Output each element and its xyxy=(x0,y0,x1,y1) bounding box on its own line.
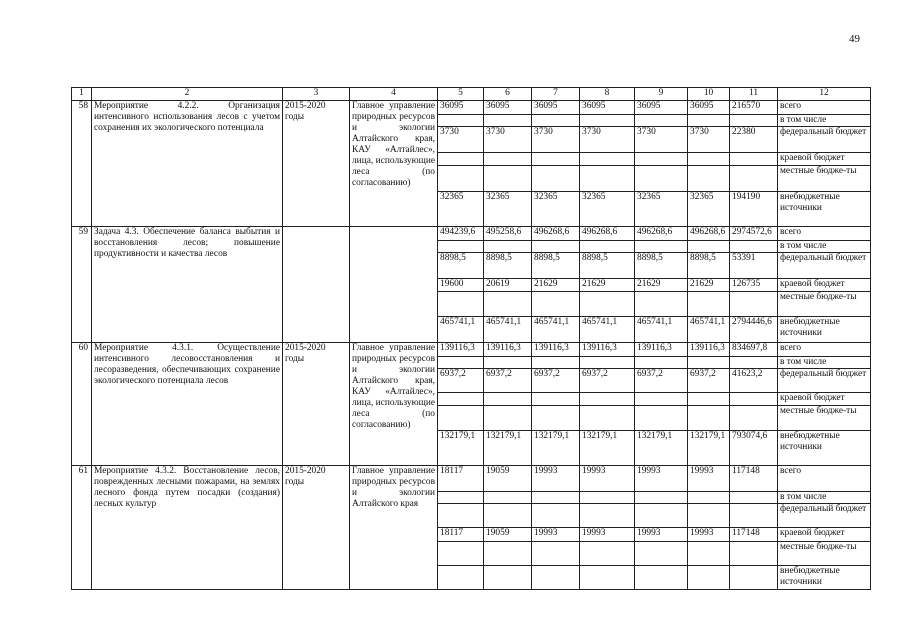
value-cell: 126735 xyxy=(730,279,778,292)
category-label: краевой бюджет xyxy=(778,393,871,406)
category-label: в том числе xyxy=(778,492,871,504)
value-cell: 18117 xyxy=(438,528,484,542)
value-cell: 465741,1 xyxy=(484,317,532,343)
value-cell: 19993 xyxy=(688,528,730,542)
category-label: краевой бюджет xyxy=(778,279,871,292)
col-header: 1 xyxy=(72,88,92,101)
value-cell: 465741,1 xyxy=(532,317,580,343)
value-cell: 139116,3 xyxy=(532,343,580,357)
category-label: местные бюдже-ты xyxy=(778,166,871,192)
value-cell: 496268,6 xyxy=(580,227,635,241)
category-label: федеральный бюджет xyxy=(778,504,871,528)
value-cell: 117148 xyxy=(730,528,778,542)
value-cell: 18117 xyxy=(438,466,484,492)
value-cell: 6937,2 xyxy=(688,369,730,393)
value-cell: 32365 xyxy=(532,192,580,227)
category-label: в том числе xyxy=(778,241,871,253)
value-cell: 36095 xyxy=(484,101,532,115)
category-label: внебюджетные источники xyxy=(778,566,871,590)
value-cell: 32365 xyxy=(484,192,532,227)
category-label: местные бюдже-ты xyxy=(778,292,871,317)
row-executor: Главное управление природных ресурсов и экологии Алтайского края xyxy=(350,466,438,590)
category-label: всего xyxy=(778,343,871,357)
value-cell: 8898,5 xyxy=(580,253,635,279)
value-cell: 20619 xyxy=(484,279,532,292)
value-cell: 139116,3 xyxy=(635,343,688,357)
value-cell: 117148 xyxy=(730,466,778,492)
category-label: всего xyxy=(778,101,871,115)
value-cell: 496268,6 xyxy=(688,227,730,241)
value-cell: 216570 xyxy=(730,101,778,115)
category-label: местные бюдже-ты xyxy=(778,406,871,431)
table-row xyxy=(72,466,871,492)
page-number: 49 xyxy=(849,33,860,45)
value-cell: 132179,1 xyxy=(438,431,484,466)
budget-table xyxy=(71,87,871,590)
value-cell: 2974572,6 xyxy=(730,227,778,241)
value-cell: 6937,2 xyxy=(532,369,580,393)
row-description: Мероприятие 4.3.1. Осуществление интенсивного лесовосстановления и лесоразведения, обеспечивающих сохранение экологического потенциала лесов xyxy=(92,343,283,466)
value-cell: 3730 xyxy=(438,127,484,153)
value-cell: 32365 xyxy=(580,192,635,227)
category-label: краевой бюджет xyxy=(778,528,871,542)
row-executor: Главное управление природных ресурсов и экологии Алтайского края, КАУ «Алтайлес», лица, использующие леса (по согласованию) xyxy=(350,101,438,227)
value-cell: 465741,1 xyxy=(438,317,484,343)
row-executor xyxy=(350,227,438,343)
value-cell: 3730 xyxy=(532,127,580,153)
category-label: местные бюдже-ты xyxy=(778,542,871,566)
value-cell: 3730 xyxy=(484,127,532,153)
value-cell: 8898,5 xyxy=(438,253,484,279)
value-cell: 139116,3 xyxy=(484,343,532,357)
row-number: 58 xyxy=(72,101,92,227)
category-label: всего xyxy=(778,227,871,241)
value-cell: 36095 xyxy=(635,101,688,115)
value-cell: 8898,5 xyxy=(532,253,580,279)
table-row xyxy=(72,101,871,115)
value-cell: 496268,6 xyxy=(635,227,688,241)
col-header: 11 xyxy=(730,88,778,101)
value-cell: 132179,1 xyxy=(635,431,688,466)
value-cell: 2794446,6 xyxy=(730,317,778,343)
col-header: 5 xyxy=(438,88,484,101)
value-cell: 19993 xyxy=(580,528,635,542)
value-cell: 19993 xyxy=(688,466,730,492)
category-label: краевой бюджет xyxy=(778,153,871,166)
table-row xyxy=(72,343,871,357)
col-header: 12 xyxy=(778,88,871,101)
value-cell: 465741,1 xyxy=(580,317,635,343)
row-description: Задача 4.3. Обеспечение баланса выбытия и восстановления лесов; повышение продуктивности и качества лесов xyxy=(92,227,283,343)
row-number: 61 xyxy=(72,466,92,590)
value-cell: 19059 xyxy=(484,466,532,492)
row-years: 2015-2020 годы xyxy=(283,343,350,466)
value-cell: 19993 xyxy=(532,466,580,492)
value-cell: 21629 xyxy=(532,279,580,292)
value-cell: 465741,1 xyxy=(688,317,730,343)
row-years: 2015-2020 годы xyxy=(283,466,350,590)
row-number: 60 xyxy=(72,343,92,466)
value-cell: 32365 xyxy=(438,192,484,227)
category-label: федеральный бюджет xyxy=(778,253,871,279)
value-cell: 36095 xyxy=(532,101,580,115)
category-label: федеральный бюджет xyxy=(778,127,871,153)
value-cell: 132179,1 xyxy=(532,431,580,466)
value-cell: 139116,3 xyxy=(688,343,730,357)
value-cell: 139116,3 xyxy=(438,343,484,357)
value-cell: 495258,6 xyxy=(484,227,532,241)
value-cell: 132179,1 xyxy=(580,431,635,466)
value-cell: 465741,1 xyxy=(635,317,688,343)
value-cell: 19993 xyxy=(532,528,580,542)
value-cell: 21629 xyxy=(580,279,635,292)
value-cell: 3730 xyxy=(580,127,635,153)
value-cell: 6937,2 xyxy=(635,369,688,393)
row-description: Мероприятие 4.3.2. Восстановление лесов, поврежденных лесными пожарами, на землях лесного фонда путем посадки (создания) лесных культур xyxy=(92,466,283,590)
row-years xyxy=(283,227,350,343)
category-label: всего xyxy=(778,466,871,492)
header-row xyxy=(72,88,871,101)
value-cell: 22380 xyxy=(730,127,778,153)
col-header: 9 xyxy=(635,88,688,101)
value-cell: 32365 xyxy=(688,192,730,227)
col-header: 8 xyxy=(580,88,635,101)
value-cell: 36095 xyxy=(438,101,484,115)
value-cell: 8898,5 xyxy=(688,253,730,279)
value-cell: 41623,2 xyxy=(730,369,778,393)
category-label: внебюджетные источники xyxy=(778,317,871,343)
col-header: 4 xyxy=(350,88,438,101)
table-row xyxy=(72,227,871,241)
value-cell: 19059 xyxy=(484,528,532,542)
value-cell: 6937,2 xyxy=(580,369,635,393)
value-cell: 494239,6 xyxy=(438,227,484,241)
value-cell: 36095 xyxy=(580,101,635,115)
value-cell: 8898,5 xyxy=(484,253,532,279)
value-cell: 19993 xyxy=(580,466,635,492)
value-cell: 53391 xyxy=(730,253,778,279)
value-cell: 32365 xyxy=(635,192,688,227)
value-cell: 496268,6 xyxy=(532,227,580,241)
col-header: 2 xyxy=(92,88,283,101)
value-cell: 139116,3 xyxy=(580,343,635,357)
value-cell: 36095 xyxy=(688,101,730,115)
value-cell: 793074,6 xyxy=(730,431,778,466)
value-cell: 21629 xyxy=(635,279,688,292)
value-cell: 3730 xyxy=(688,127,730,153)
value-cell: 3730 xyxy=(635,127,688,153)
value-cell: 132179,1 xyxy=(484,431,532,466)
value-cell: 6937,2 xyxy=(484,369,532,393)
col-header: 10 xyxy=(688,88,730,101)
value-cell: 19993 xyxy=(635,528,688,542)
row-description: Мероприятие 4.2.2. Организация интенсивного использования лесов с учетом сохранения их экологического потенциала xyxy=(92,101,283,227)
value-cell: 834697,8 xyxy=(730,343,778,357)
value-cell: 6937,2 xyxy=(438,369,484,393)
col-header: 6 xyxy=(484,88,532,101)
value-cell: 19993 xyxy=(635,466,688,492)
col-header: 3 xyxy=(283,88,350,101)
row-executor: Главное управление природных ресурсов и экологии Алтайского края, КАУ «Алтайлес», лица, использующие леса (по согласованию) xyxy=(350,343,438,466)
category-label: в том числе xyxy=(778,115,871,127)
value-cell: 194190 xyxy=(730,192,778,227)
category-label: внебюджетные источники xyxy=(778,192,871,227)
value-cell: 8898,5 xyxy=(635,253,688,279)
value-cell: 21629 xyxy=(688,279,730,292)
value-cell: 19600 xyxy=(438,279,484,292)
category-label: федеральный бюджет xyxy=(778,369,871,393)
category-label: внебюджетные источники xyxy=(778,431,871,466)
row-years: 2015-2020 годы xyxy=(283,101,350,227)
row-number: 59 xyxy=(72,227,92,343)
value-cell: 132179,1 xyxy=(688,431,730,466)
category-label: в том числе xyxy=(778,357,871,369)
col-header: 7 xyxy=(532,88,580,101)
